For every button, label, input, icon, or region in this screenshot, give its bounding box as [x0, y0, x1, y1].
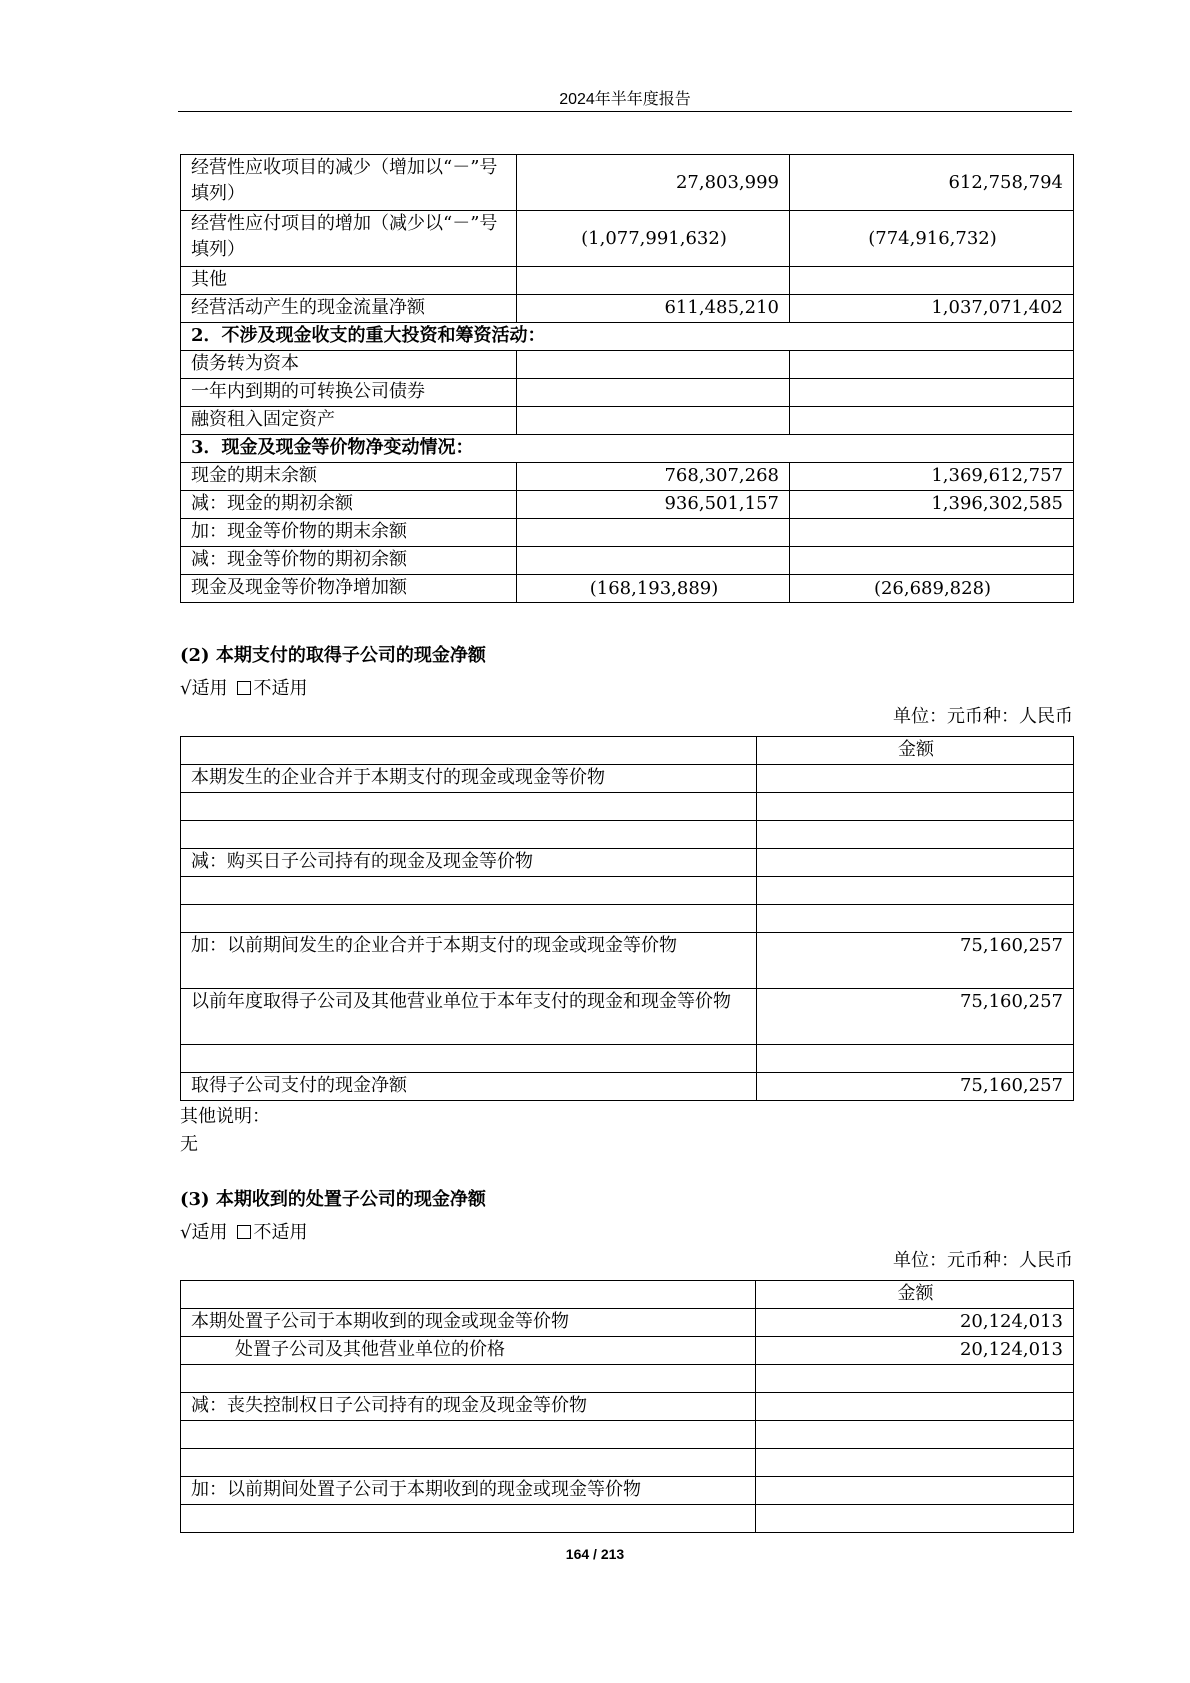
row-label — [181, 1505, 756, 1533]
table-header-row — [181, 737, 1074, 765]
table-row — [181, 575, 1074, 603]
row-label: 本期发生的企业合并于本期支付的现金或现金等价物 — [181, 765, 757, 793]
previous-period-value: (26,689,828) — [790, 575, 1074, 603]
row-label: 一年内到期的可转换公司债券 — [181, 379, 517, 407]
amount-value — [756, 1421, 1074, 1449]
table-row — [181, 1477, 1074, 1505]
row-label: 减：现金等价物的期初余额 — [181, 547, 517, 575]
row-label — [181, 1421, 756, 1449]
row-label: 经营性应付项目的增加（减少以“－”号填列） — [181, 211, 517, 267]
row-label — [181, 877, 757, 905]
amount-value: 75,160,257 — [757, 989, 1074, 1045]
table-row — [181, 463, 1074, 491]
section-heading-disposed: (3) 本期收到的处置子公司的现金净额 — [180, 1189, 486, 1210]
table-row — [181, 491, 1074, 519]
current-period-value: 768,307,268 — [517, 463, 790, 491]
current-period-value — [517, 519, 790, 547]
row-label: 加：现金等价物的期末余额 — [181, 519, 517, 547]
previous-period-value — [790, 267, 1074, 295]
table-row — [181, 933, 1074, 989]
amount-value — [757, 1045, 1074, 1073]
page-header-title: 2024年半年度报告 — [559, 91, 691, 108]
previous-period-value: 1,369,612,757 — [790, 463, 1074, 491]
row-label: 债务转为资本 — [181, 351, 517, 379]
row-label: 融资租入固定资产 — [181, 407, 517, 435]
unit-currency-label: 单位：元币种：人民币 — [893, 706, 1073, 727]
table-row — [181, 295, 1074, 323]
table-row — [181, 1393, 1074, 1421]
current-period-value: (168,193,889) — [517, 575, 790, 603]
amount-value — [757, 905, 1074, 933]
row-label — [181, 1045, 757, 1073]
amount-value — [757, 877, 1074, 905]
table-row — [181, 1365, 1074, 1393]
table-row — [181, 351, 1074, 379]
checkbox-icon — [237, 681, 251, 695]
table-row — [181, 519, 1074, 547]
not-applicable-option: 不适用 — [253, 678, 308, 699]
table-row — [181, 849, 1074, 877]
amount-value — [756, 1393, 1074, 1421]
current-period-value — [517, 379, 790, 407]
disposed-subsidiary-cash-table — [180, 1280, 1074, 1533]
table-row — [181, 211, 1074, 267]
table-row — [181, 1073, 1074, 1101]
row-label — [181, 1365, 756, 1393]
row-label: 经营性应收项目的减少（增加以“－”号填列） — [181, 155, 517, 211]
previous-period-value — [790, 379, 1074, 407]
previous-period-value — [790, 407, 1074, 435]
table-row — [181, 793, 1074, 821]
table-row — [181, 155, 1074, 211]
header-blank-cell — [181, 1281, 756, 1309]
applicable-option: √适用 — [180, 1222, 228, 1243]
row-label: 经营活动产生的现金流量净额 — [181, 295, 517, 323]
amount-value — [757, 821, 1074, 849]
table-row — [181, 905, 1074, 933]
table-row — [181, 267, 1074, 295]
amount-value — [757, 793, 1074, 821]
acquired-subsidiary-cash-table — [180, 736, 1074, 1101]
page-number: 164 / 213 — [565, 1546, 625, 1562]
row-label: 其他 — [181, 267, 517, 295]
checkbox-icon — [237, 1225, 251, 1239]
table-row — [181, 547, 1074, 575]
row-label: 加：以前期间处置子公司于本期收到的现金或现金等价物 — [181, 1477, 756, 1505]
table-row — [181, 1449, 1074, 1477]
current-period-value: 611,485,210 — [517, 295, 790, 323]
section-row — [181, 323, 1074, 351]
other-note-value: 无 — [180, 1134, 198, 1155]
table-row — [181, 877, 1074, 905]
other-note-label: 其他说明： — [180, 1106, 270, 1127]
row-label: 取得子公司支付的现金净额 — [181, 1073, 757, 1101]
amount-value — [757, 849, 1074, 877]
section-heading: 3．现金及现金等价物净变动情况： — [181, 435, 1074, 463]
header-divider — [178, 111, 1072, 112]
amount-value: 20,124,013 — [756, 1309, 1074, 1337]
row-label: 减：购买日子公司持有的现金及现金等价物 — [181, 849, 757, 877]
section-heading-acquired: (2) 本期支付的取得子公司的现金净额 — [180, 645, 486, 666]
row-label: 处置子公司及其他营业单位的价格 — [181, 1337, 756, 1365]
unit-currency-label: 单位：元币种：人民币 — [893, 1250, 1073, 1271]
current-period-value — [517, 267, 790, 295]
table-row — [181, 1421, 1074, 1449]
current-period-value: (1,077,991,632) — [517, 211, 790, 267]
cashflow-supplement-table — [180, 154, 1074, 603]
amount-value — [757, 765, 1074, 793]
row-label: 加：以前期间发生的企业合并于本期支付的现金或现金等价物 — [181, 933, 757, 989]
current-period-value — [517, 351, 790, 379]
amount-column-header: 金额 — [757, 737, 1074, 765]
amount-value: 75,160,257 — [757, 933, 1074, 989]
row-label — [181, 905, 757, 933]
amount-value — [756, 1505, 1074, 1533]
table-row — [181, 765, 1074, 793]
applicable-option: √适用 — [180, 678, 228, 699]
row-label: 本期处置子公司于本期收到的现金或现金等价物 — [181, 1309, 756, 1337]
table-row — [181, 1505, 1074, 1533]
table-row — [181, 379, 1074, 407]
section-heading: 2．不涉及现金收支的重大投资和筹资活动： — [181, 323, 1074, 351]
current-period-value: 936,501,157 — [517, 491, 790, 519]
table-row — [181, 989, 1074, 1045]
previous-period-value: 612,758,794 — [790, 155, 1074, 211]
applicability-line — [180, 676, 307, 702]
table-row — [181, 1337, 1074, 1365]
previous-period-value: 1,396,302,585 — [790, 491, 1074, 519]
previous-period-value — [790, 519, 1074, 547]
row-label: 现金的期末余额 — [181, 463, 517, 491]
previous-period-value: 1,037,071,402 — [790, 295, 1074, 323]
table-row — [181, 1045, 1074, 1073]
previous-period-value — [790, 547, 1074, 575]
amount-column-header: 金额 — [756, 1281, 1074, 1309]
table-row — [181, 1309, 1074, 1337]
table-row — [181, 821, 1074, 849]
row-label: 减：丧失控制权日子公司持有的现金及现金等价物 — [181, 1393, 756, 1421]
amount-value: 75,160,257 — [757, 1073, 1074, 1101]
header-blank-cell — [181, 737, 757, 765]
amount-value: 20,124,013 — [756, 1337, 1074, 1365]
table-header-row — [181, 1281, 1074, 1309]
amount-value — [756, 1477, 1074, 1505]
row-label — [181, 793, 757, 821]
table-row — [181, 407, 1074, 435]
applicability-line — [180, 1220, 307, 1246]
current-period-value — [517, 547, 790, 575]
row-label: 以前年度取得子公司及其他营业单位于本年支付的现金和现金等价物 — [181, 989, 757, 1045]
row-label: 减：现金的期初余额 — [181, 491, 517, 519]
previous-period-value — [790, 351, 1074, 379]
not-applicable-option: 不适用 — [253, 1222, 308, 1243]
amount-value — [756, 1449, 1074, 1477]
row-label — [181, 821, 757, 849]
amount-value — [756, 1365, 1074, 1393]
row-label: 现金及现金等价物净增加额 — [181, 575, 517, 603]
current-period-value — [517, 407, 790, 435]
section-row — [181, 435, 1074, 463]
previous-period-value: (774,916,732) — [790, 211, 1074, 267]
current-period-value: 27,803,999 — [517, 155, 790, 211]
row-label — [181, 1449, 756, 1477]
